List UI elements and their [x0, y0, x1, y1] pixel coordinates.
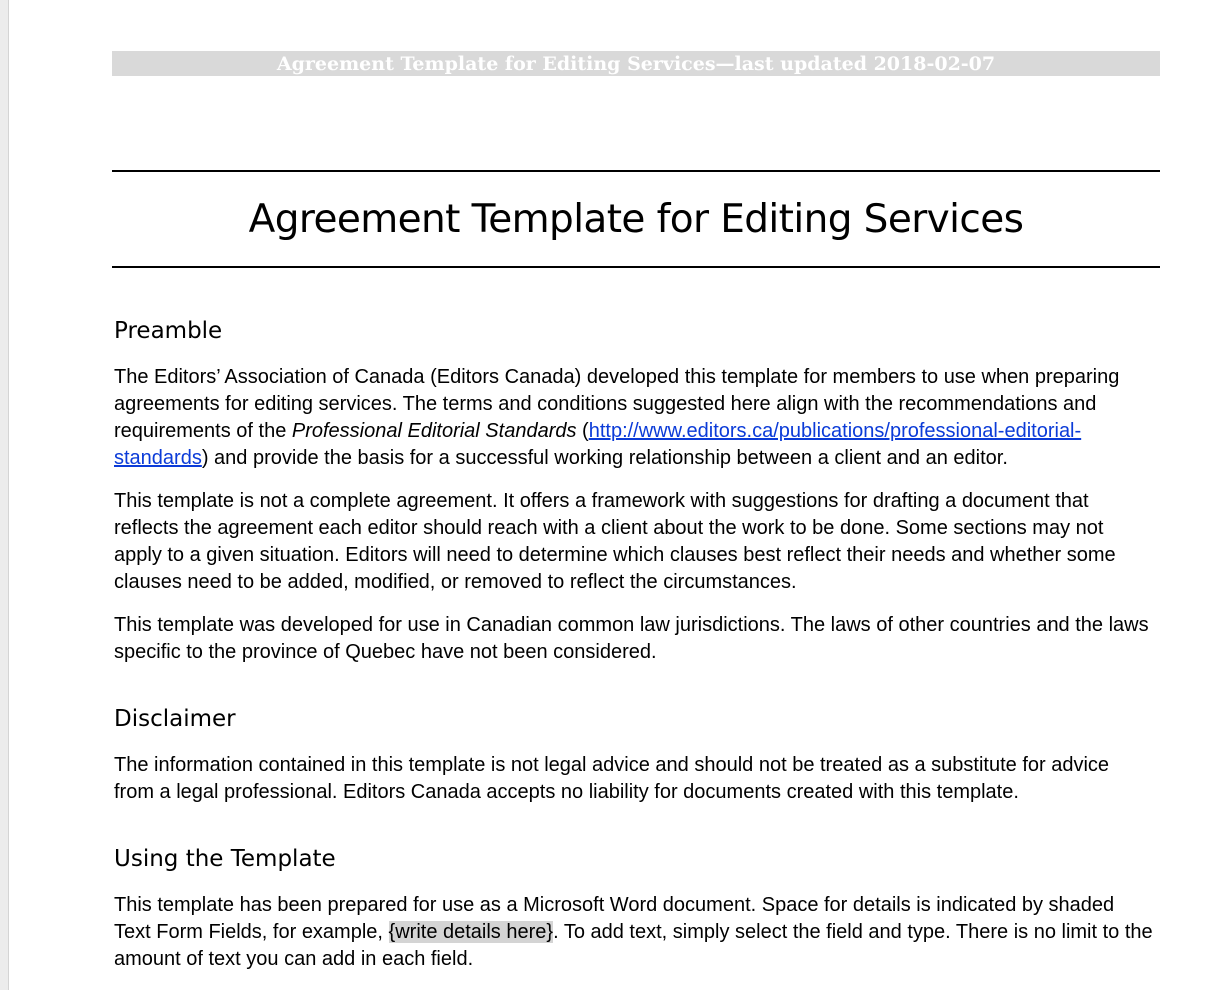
title-rule-bottom	[112, 266, 1160, 268]
document-page	[9, 0, 1230, 990]
document-title: Agreement Template for Editing Services	[248, 197, 1024, 242]
text-form-field-example[interactable]: {write details here}	[388, 921, 554, 943]
standards-link[interactable]: http://www.editors.ca/publications/professional-editorial-standards	[114, 420, 1082, 469]
preamble-text-start: The Editors’ Association of Canada (Editors Canada) developed this template for members to use when preparing agreements for editing services. The terms and conditions suggested here align with the recommendations and requirements of the	[114, 366, 1120, 442]
using-template-paragraph	[114, 892, 1154, 973]
heading-using-template: Using the Template	[114, 846, 336, 872]
standards-title: Professional Editorial Standards	[291, 420, 577, 442]
heading-disclaimer: Disclaimer	[114, 706, 236, 732]
heading-preamble: Preamble	[114, 318, 223, 344]
preamble-text-end: ) and provide the basis for a successful working relationship between a client and an editor.	[201, 447, 1008, 469]
title-rule-top	[112, 170, 1160, 172]
using-text-end: . To add text, simply select the field and type. There is no limit to the amount of text you can add in each field.	[114, 921, 1153, 970]
preamble-paragraph-1	[114, 364, 1154, 472]
disclaimer-paragraph: The information contained in this template is not legal advice and should not be treated as a substitute for advice from a legal professional. Editors Canada accepts no liability for documents created with this template.	[114, 754, 1110, 803]
open-paren: (	[576, 420, 589, 442]
preamble-paragraph-2: This template is not a complete agreement. It offers a framework with suggestions for drafting a document that reflects the agreement each editor should reach with a client about the work to be done. Some sections may not apply to a given situation. Editors will need to determine which clauses best reflect their needs and whether some clauses need to be added, modified, or removed to reflect the circumstances.	[114, 490, 1116, 593]
running-header: Agreement Template for Editing Services—last updated 2018-02-07	[112, 51, 1160, 76]
preamble-paragraph-3: This template was developed for use in Canadian common law jurisdictions. The laws of other countries and the laws specific to the province of Quebec have not been considered.	[114, 614, 1149, 663]
page-left-margin	[0, 0, 9, 990]
using-text-start: This template has been prepared for use as a Microsoft Word document. Space for details is indicated by shaded Text Form Fields, for example,	[114, 894, 1115, 943]
